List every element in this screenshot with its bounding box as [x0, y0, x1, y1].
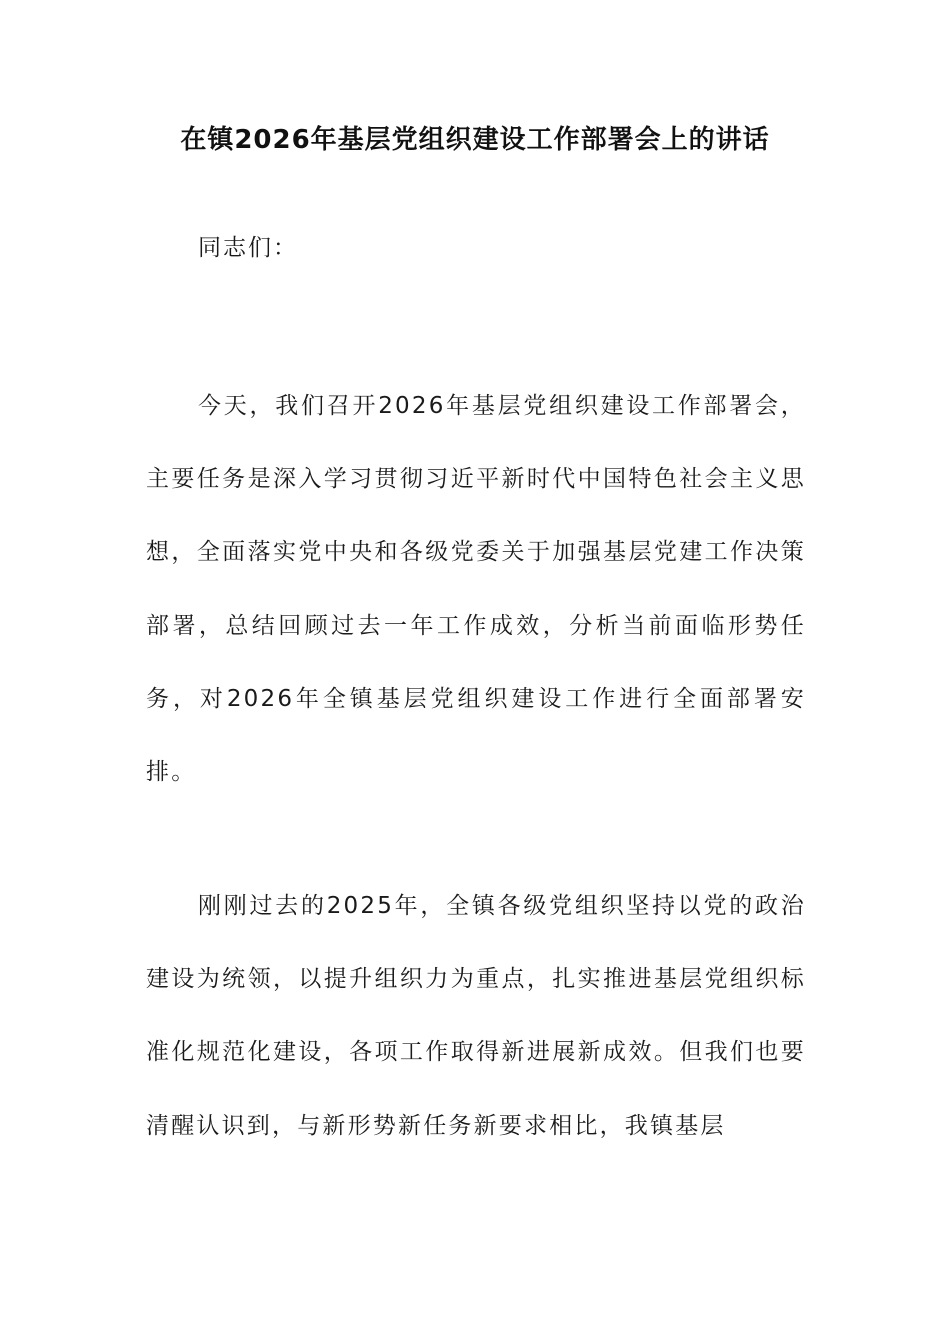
paragraph-opening: 今天，我们召开2026年基层党组织建设工作部署会，主要任务是深入学习贯彻习近平新时代中国特色社会主义思想，全面落实党中央和各级党委关于加强基层党建工作决策部署，总结回顾过去一年工作成效，分析当前面临形势任务，对2026年全镇基层党组织建设工作进行全面部署安排。 — [146, 393, 806, 786]
salutation: 同志们： — [198, 235, 298, 261]
paragraph-review: 刚刚过去的2025年，全镇各级党组织坚持以党的政治建设为统领，以提升组织力为重点，扎实推进基层党组织标准化规范化建设，各项工作取得新进展新成效。但我们也要清醒认识到，与新形势新任务新要求相比，我镇基层 — [146, 893, 806, 1139]
document-title: 在镇2026年基层党组织建设工作部署会上的讲话 — [180, 125, 770, 155]
